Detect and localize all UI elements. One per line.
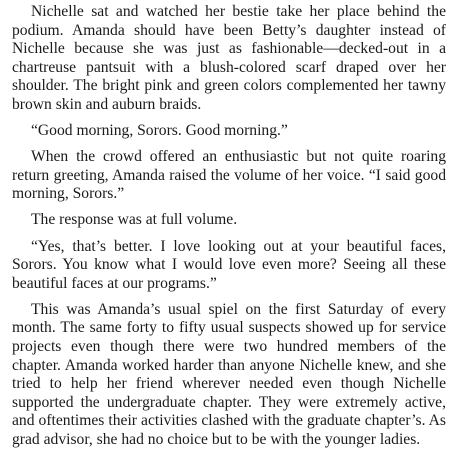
paragraph-1: Nichelle sat and watched her bestie take her place behind the podium. Amanda should have been Betty’s daughter instead of Nichelle because she was just as fashionable—decked-out in a chartreuse pantsuit with a blush-colored scarf draped over her shoulder. The bright pink and green colors complemented her tawny brown skin and auburn braids. <box>12 3 446 113</box>
page-text <box>12 3 446 457</box>
paragraph-2: “Good morning, Sorors. Good morning.” <box>31 122 288 140</box>
paragraph-6: This was Amanda’s usual spiel on the first Saturday of every month. The same forty to fifty usual suspects showed up for service projects even though there were two hundred members of the chapter. Amanda worked harder than anyone Nichelle knew, and she tried to help her friend wherever needed even though Nichelle supported the undergraduate chapter. They were extremely active, and oftentimes their activities clashed with the graduate chapter’s. As grad advisor, she had no choice but to be with the younger ladies. <box>12 300 446 448</box>
paragraph-5: “Yes, that’s better. I love looking out at your beautiful faces, Sorors. You know what I would love even more? Seeing all these beautiful faces at our programs.” <box>12 237 446 292</box>
paragraph-4: The response was at full volume. <box>31 211 238 229</box>
paragraph-3: When the crowd offered an enthusiastic but not quite roaring return greeting, Amanda raised the volume of her voice. “I said good morning, Sorors.” <box>12 148 446 203</box>
